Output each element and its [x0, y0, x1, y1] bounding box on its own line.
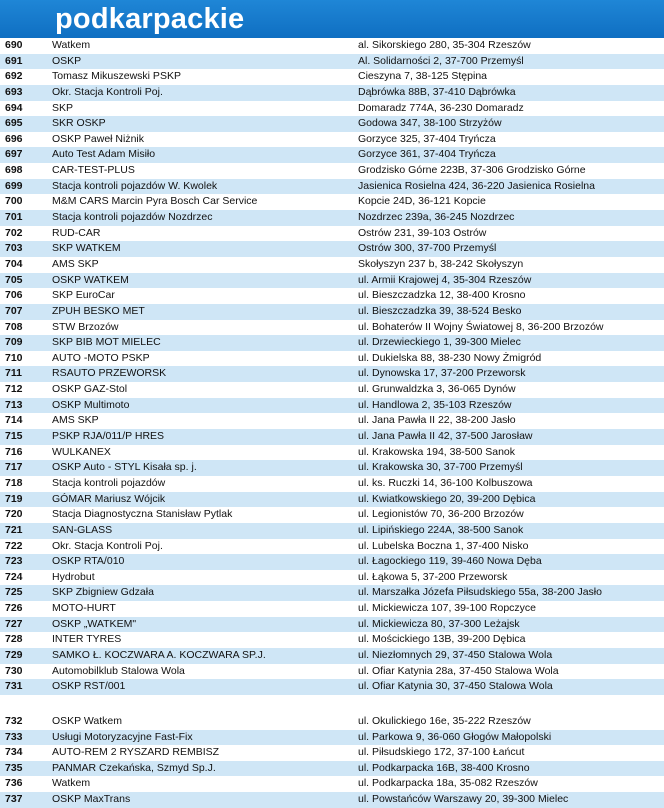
- row-number: 730: [5, 664, 23, 677]
- station-name: PSKP RJA/011/P HRES: [52, 430, 165, 443]
- row-number: 720: [5, 508, 23, 521]
- table-row: [0, 132, 664, 148]
- station-address: ul. Mościckiego 13B, 39-200 Dębica: [358, 633, 526, 646]
- station-address: Grodzisko Górne 223B, 37-306 Grodzisko Górne: [358, 164, 586, 177]
- row-number: 731: [5, 680, 23, 693]
- table-row: [0, 54, 664, 70]
- table-row: [0, 38, 664, 54]
- row-number: 707: [5, 304, 23, 317]
- station-address: ul. Marszałka Józefa Piłsudskiego 55a, 38-200 Jasło: [358, 586, 602, 599]
- row-number: 724: [5, 570, 23, 583]
- row-number: 694: [5, 101, 23, 114]
- table-row: [0, 179, 664, 195]
- station-address: ul. Okulickiego 16e, 35-222 Rzeszów: [358, 714, 531, 727]
- row-number: 711: [5, 367, 22, 380]
- station-address: ul. Mickiewicza 80, 37-300 Leżajsk: [358, 617, 520, 630]
- row-number: 726: [5, 602, 23, 615]
- table-row: [0, 429, 664, 445]
- row-gap: [0, 695, 664, 714]
- table-row: [0, 601, 664, 617]
- table-row: [0, 679, 664, 695]
- row-number: 713: [5, 398, 23, 411]
- station-name: Automobilklub Stalowa Wola: [52, 664, 185, 677]
- table-row: [0, 382, 664, 398]
- station-address: ul. Dukielska 88, 38-230 Nowy Żmigród: [358, 351, 542, 364]
- row-number: 715: [5, 430, 23, 443]
- table-row: [0, 492, 664, 508]
- station-address: ul. Drzewieckiego 1, 39-300 Mielec: [358, 336, 521, 349]
- station-address: ul. Krakowska 194, 38-500 Sanok: [358, 445, 516, 458]
- table-row: [0, 85, 664, 101]
- table-row: [0, 539, 664, 555]
- station-address: ul. Piłsudskiego 172, 37-100 Łańcut: [358, 746, 525, 759]
- station-name: SAMKO Ł. KOCZWARA A. KOCZWARA SP.J.: [52, 648, 266, 661]
- station-name: RSAUTO PRZEWORSK: [52, 367, 167, 380]
- row-number: 699: [5, 179, 23, 192]
- table-row: [0, 194, 664, 210]
- station-address: Nozdrzec 239a, 36-245 Nozdrzec: [358, 211, 515, 224]
- table-row: [0, 730, 664, 746]
- station-name: Stacja kontroli pojazdów W. Kwolek: [52, 179, 218, 192]
- table-row: [0, 523, 664, 539]
- table-row: [0, 351, 664, 367]
- table-row: [0, 226, 664, 242]
- table-row: [0, 147, 664, 163]
- station-name: SKR OSKP: [52, 117, 106, 130]
- table-row: [0, 288, 664, 304]
- row-number: 721: [5, 523, 23, 536]
- station-name: Stacja Diagnostyczna Stanisław Pytlak: [52, 508, 233, 521]
- station-name: Stacja kontroli pojazdów Nozdrzec: [52, 211, 213, 224]
- station-address: ul. Dynowska 17, 37-200 Przeworsk: [358, 367, 526, 380]
- station-address: ul. Łagockiego 119, 39-460 Nowa Dęba: [358, 555, 542, 568]
- station-name: SKP Zbigniew Gdzała: [52, 586, 154, 599]
- table-row: [0, 241, 664, 257]
- row-number: 736: [5, 777, 23, 790]
- station-name: Okr. Stacja Kontroli Poj.: [52, 85, 163, 98]
- table-row: [0, 460, 664, 476]
- station-address: ul. Jana Pawła II 22, 38-200 Jasło: [358, 414, 516, 427]
- row-number: 718: [5, 476, 23, 489]
- station-name: RUD-CAR: [52, 226, 101, 239]
- table-row: [0, 761, 664, 777]
- table-row: [0, 304, 664, 320]
- row-number: 708: [5, 320, 23, 333]
- station-address: Al. Solidarności 2, 37-700 Przemyśl: [358, 54, 524, 67]
- table-row: [0, 648, 664, 664]
- station-address: Skołyszyn 237 b, 38-242 Skołyszyn: [358, 257, 524, 270]
- station-address: ul. Parkowa 9, 36-060 Głogów Małopolski: [358, 730, 552, 743]
- row-number: 700: [5, 195, 23, 208]
- table-row: [0, 776, 664, 792]
- station-address: ul. Bieszczadzka 12, 38-400 Krosno: [358, 289, 526, 302]
- table-row: [0, 554, 664, 570]
- station-address: al. Sikorskiego 280, 35-304 Rzeszów: [358, 39, 531, 51]
- station-address: Ostrów 231, 39-103 Ostrów: [358, 226, 487, 239]
- row-number: 703: [5, 242, 23, 255]
- station-address: ul. ks. Ruczki 14, 36-100 Kolbuszowa: [358, 476, 533, 489]
- station-name: Watkem: [52, 777, 91, 790]
- row-number: 734: [5, 746, 23, 759]
- station-address: ul. Jana Pawła II 42, 37-500 Jarosław: [358, 430, 533, 443]
- station-name: OSKP: [52, 54, 82, 67]
- station-address: ul. Podkarpacka 18a, 35-082 Rzeszów: [358, 777, 538, 790]
- row-number: 690: [5, 39, 23, 51]
- table-row: [0, 792, 664, 808]
- region-title: podkarpackie: [0, 0, 664, 38]
- table-row: [0, 507, 664, 523]
- row-number: 698: [5, 164, 23, 177]
- station-address: ul. Lipińskiego 224A, 38-500 Sanok: [358, 523, 524, 536]
- row-number: 705: [5, 273, 23, 286]
- table-row: [0, 585, 664, 601]
- row-number: 717: [5, 461, 23, 474]
- station-address: Gorzyce 361, 37-404 Tryńcza: [358, 148, 496, 161]
- table-row: [0, 69, 664, 85]
- station-name: Watkem: [52, 39, 91, 51]
- row-number: 691: [5, 54, 23, 67]
- table-row: [0, 320, 664, 336]
- station-name: OSKP RTA/010: [52, 555, 125, 568]
- station-name: SKP EuroCar: [52, 289, 115, 302]
- station-address: ul. Ofiar Katynia 30, 37-450 Stalowa Wola: [358, 680, 553, 693]
- table-row: [0, 632, 664, 648]
- row-number: 732: [5, 714, 23, 727]
- row-number: 714: [5, 414, 23, 427]
- table-row: [0, 273, 664, 289]
- station-address: ul. Podkarpacka 16B, 38-400 Krosno: [358, 761, 530, 774]
- station-address: ul. Łąkowa 5, 37-200 Przeworsk: [358, 570, 508, 583]
- station-name: OSKP MaxTrans: [52, 793, 131, 806]
- station-address: Kopcie 24D, 36-121 Kopcie: [358, 195, 486, 208]
- station-address: ul. Bieszczadzka 39, 38-524 Besko: [358, 304, 522, 317]
- station-name: GÓMAR Mariusz Wójcik: [52, 492, 166, 505]
- station-address: Dąbrówka 88B, 37-410 Dąbrówka: [358, 85, 516, 98]
- row-number: 709: [5, 336, 23, 349]
- table-row: [0, 445, 664, 461]
- station-name: OSKP WATKEM: [52, 273, 129, 286]
- table-row: [0, 398, 664, 414]
- row-number: 704: [5, 257, 23, 270]
- table-row: [0, 714, 664, 730]
- station-name: ZPUH BESKO MET: [52, 304, 145, 317]
- station-name: OSKP „WATKEM": [52, 617, 137, 630]
- station-name: SKP WATKEM: [52, 242, 121, 255]
- station-name: OSKP GAZ-Stol: [52, 383, 128, 396]
- table-row: [0, 335, 664, 351]
- station-address: Godowa 347, 38-100 Strzyżów: [358, 117, 502, 130]
- table-row: [0, 664, 664, 680]
- row-number: 727: [5, 617, 23, 630]
- station-address: Cieszyna 7, 38-125 Stępina: [358, 70, 487, 83]
- row-number: 719: [5, 492, 23, 505]
- table-row: [0, 570, 664, 586]
- row-number: 728: [5, 633, 23, 646]
- table-row: [0, 617, 664, 633]
- row-number: 729: [5, 648, 23, 661]
- table-row: [0, 257, 664, 273]
- table-row: [0, 101, 664, 117]
- station-name: OSKP Multimoto: [52, 398, 130, 411]
- table-row: [0, 745, 664, 761]
- station-address: ul. Mickiewicza 107, 39-100 Ropczyce: [358, 602, 536, 615]
- row-number: 697: [5, 148, 23, 161]
- station-name: OSKP Paweł Niżnik: [52, 132, 145, 145]
- row-number: 701: [5, 211, 23, 224]
- station-name: INTER TYRES: [52, 633, 122, 646]
- row-number: 710: [5, 351, 23, 364]
- station-address: Jasienica Rosielna 424, 36-220 Jasienica Rosielna: [358, 179, 595, 192]
- station-name: Usługi Motoryzacyjne Fast-Fix: [52, 730, 193, 743]
- station-address: Gorzyce 325, 37-404 Tryńcza: [358, 132, 496, 145]
- row-number: 725: [5, 586, 23, 599]
- station-name: OSKP RST/001: [52, 680, 126, 693]
- station-address: ul. Legionistów 70, 36-200 Brzozów: [358, 508, 524, 521]
- station-name: AMS SKP: [52, 257, 99, 270]
- station-address: ul. Kwiatkowskiego 20, 39-200 Dębica: [358, 492, 536, 505]
- station-address: ul. Armii Krajowej 4, 35-304 Rzeszów: [358, 273, 532, 286]
- station-address: Ostrów 300, 37-700 Przemyśl: [358, 242, 497, 255]
- table-row: [0, 366, 664, 382]
- station-name: SKP BIB MOT MIELEC: [52, 336, 161, 349]
- table-row: [0, 116, 664, 132]
- station-name: OSKP Watkem: [52, 714, 123, 727]
- station-address: ul. Handlowa 2, 35-103 Rzeszów: [358, 398, 512, 411]
- station-name: AMS SKP: [52, 414, 99, 427]
- station-name: OSKP Auto - STYL Kisała sp. j.: [52, 461, 197, 474]
- station-name: PANMAR Czekańska, Szmyd Sp.J.: [52, 761, 216, 774]
- row-number: 702: [5, 226, 23, 239]
- station-name: Okr. Stacja Kontroli Poj.: [52, 539, 163, 552]
- row-number: 695: [5, 117, 23, 130]
- row-number: 696: [5, 132, 23, 145]
- station-name: Tomasz Mikuszewski PSKP: [52, 70, 181, 83]
- row-number: 733: [5, 730, 23, 743]
- station-address: ul. Krakowska 30, 37-700 Przemyśl: [358, 461, 523, 474]
- table-row: [0, 413, 664, 429]
- station-name: STW Brzozów: [52, 320, 119, 333]
- station-name: Auto Test Adam Misiło: [52, 148, 156, 161]
- row-number: 693: [5, 85, 23, 98]
- row-number: 692: [5, 70, 23, 83]
- station-name: MOTO-HURT: [52, 602, 116, 615]
- table-row: [0, 163, 664, 179]
- station-name: M&M CARS Marcin Pyra Bosch Car Service: [52, 195, 258, 208]
- row-number: 706: [5, 289, 23, 302]
- station-name: Stacja kontroli pojazdów: [52, 476, 166, 489]
- row-number: 723: [5, 555, 23, 568]
- station-address: ul. Ofiar Katynia 28a, 37-450 Stalowa Wola: [358, 664, 559, 677]
- row-number: 716: [5, 445, 23, 458]
- station-address: Domaradz 774A, 36-230 Domaradz: [358, 101, 524, 114]
- row-number: 712: [5, 383, 23, 396]
- table-row: [0, 210, 664, 226]
- station-address: ul. Grunwaldzka 3, 36-065 Dynów: [358, 383, 516, 396]
- station-name: WULKANEX: [52, 445, 111, 458]
- station-address: ul. Bohaterów II Wojny Światowej 8, 36-200 Brzozów: [358, 320, 604, 333]
- station-address: ul. Niezłomnych 29, 37-450 Stalowa Wola: [358, 648, 553, 661]
- row-number: 735: [5, 761, 23, 774]
- row-number: 737: [5, 793, 23, 806]
- stations-table: [0, 38, 664, 808]
- row-number: 722: [5, 539, 23, 552]
- station-name: CAR-TEST-PLUS: [52, 164, 135, 177]
- station-address: ul. Powstańców Warszawy 20, 39-300 Mielec: [358, 793, 569, 806]
- station-name: AUTO -MOTO PSKP: [52, 351, 150, 364]
- table-row: [0, 476, 664, 492]
- station-address: ul. Lubelska Boczna 1, 37-400 Nisko: [358, 539, 529, 552]
- station-name: SAN-GLASS: [52, 523, 113, 536]
- station-name: AUTO-REM 2 RYSZARD REMBISZ: [52, 746, 220, 759]
- station-name: SKP: [52, 101, 74, 114]
- station-name: Hydrobut: [52, 570, 95, 583]
